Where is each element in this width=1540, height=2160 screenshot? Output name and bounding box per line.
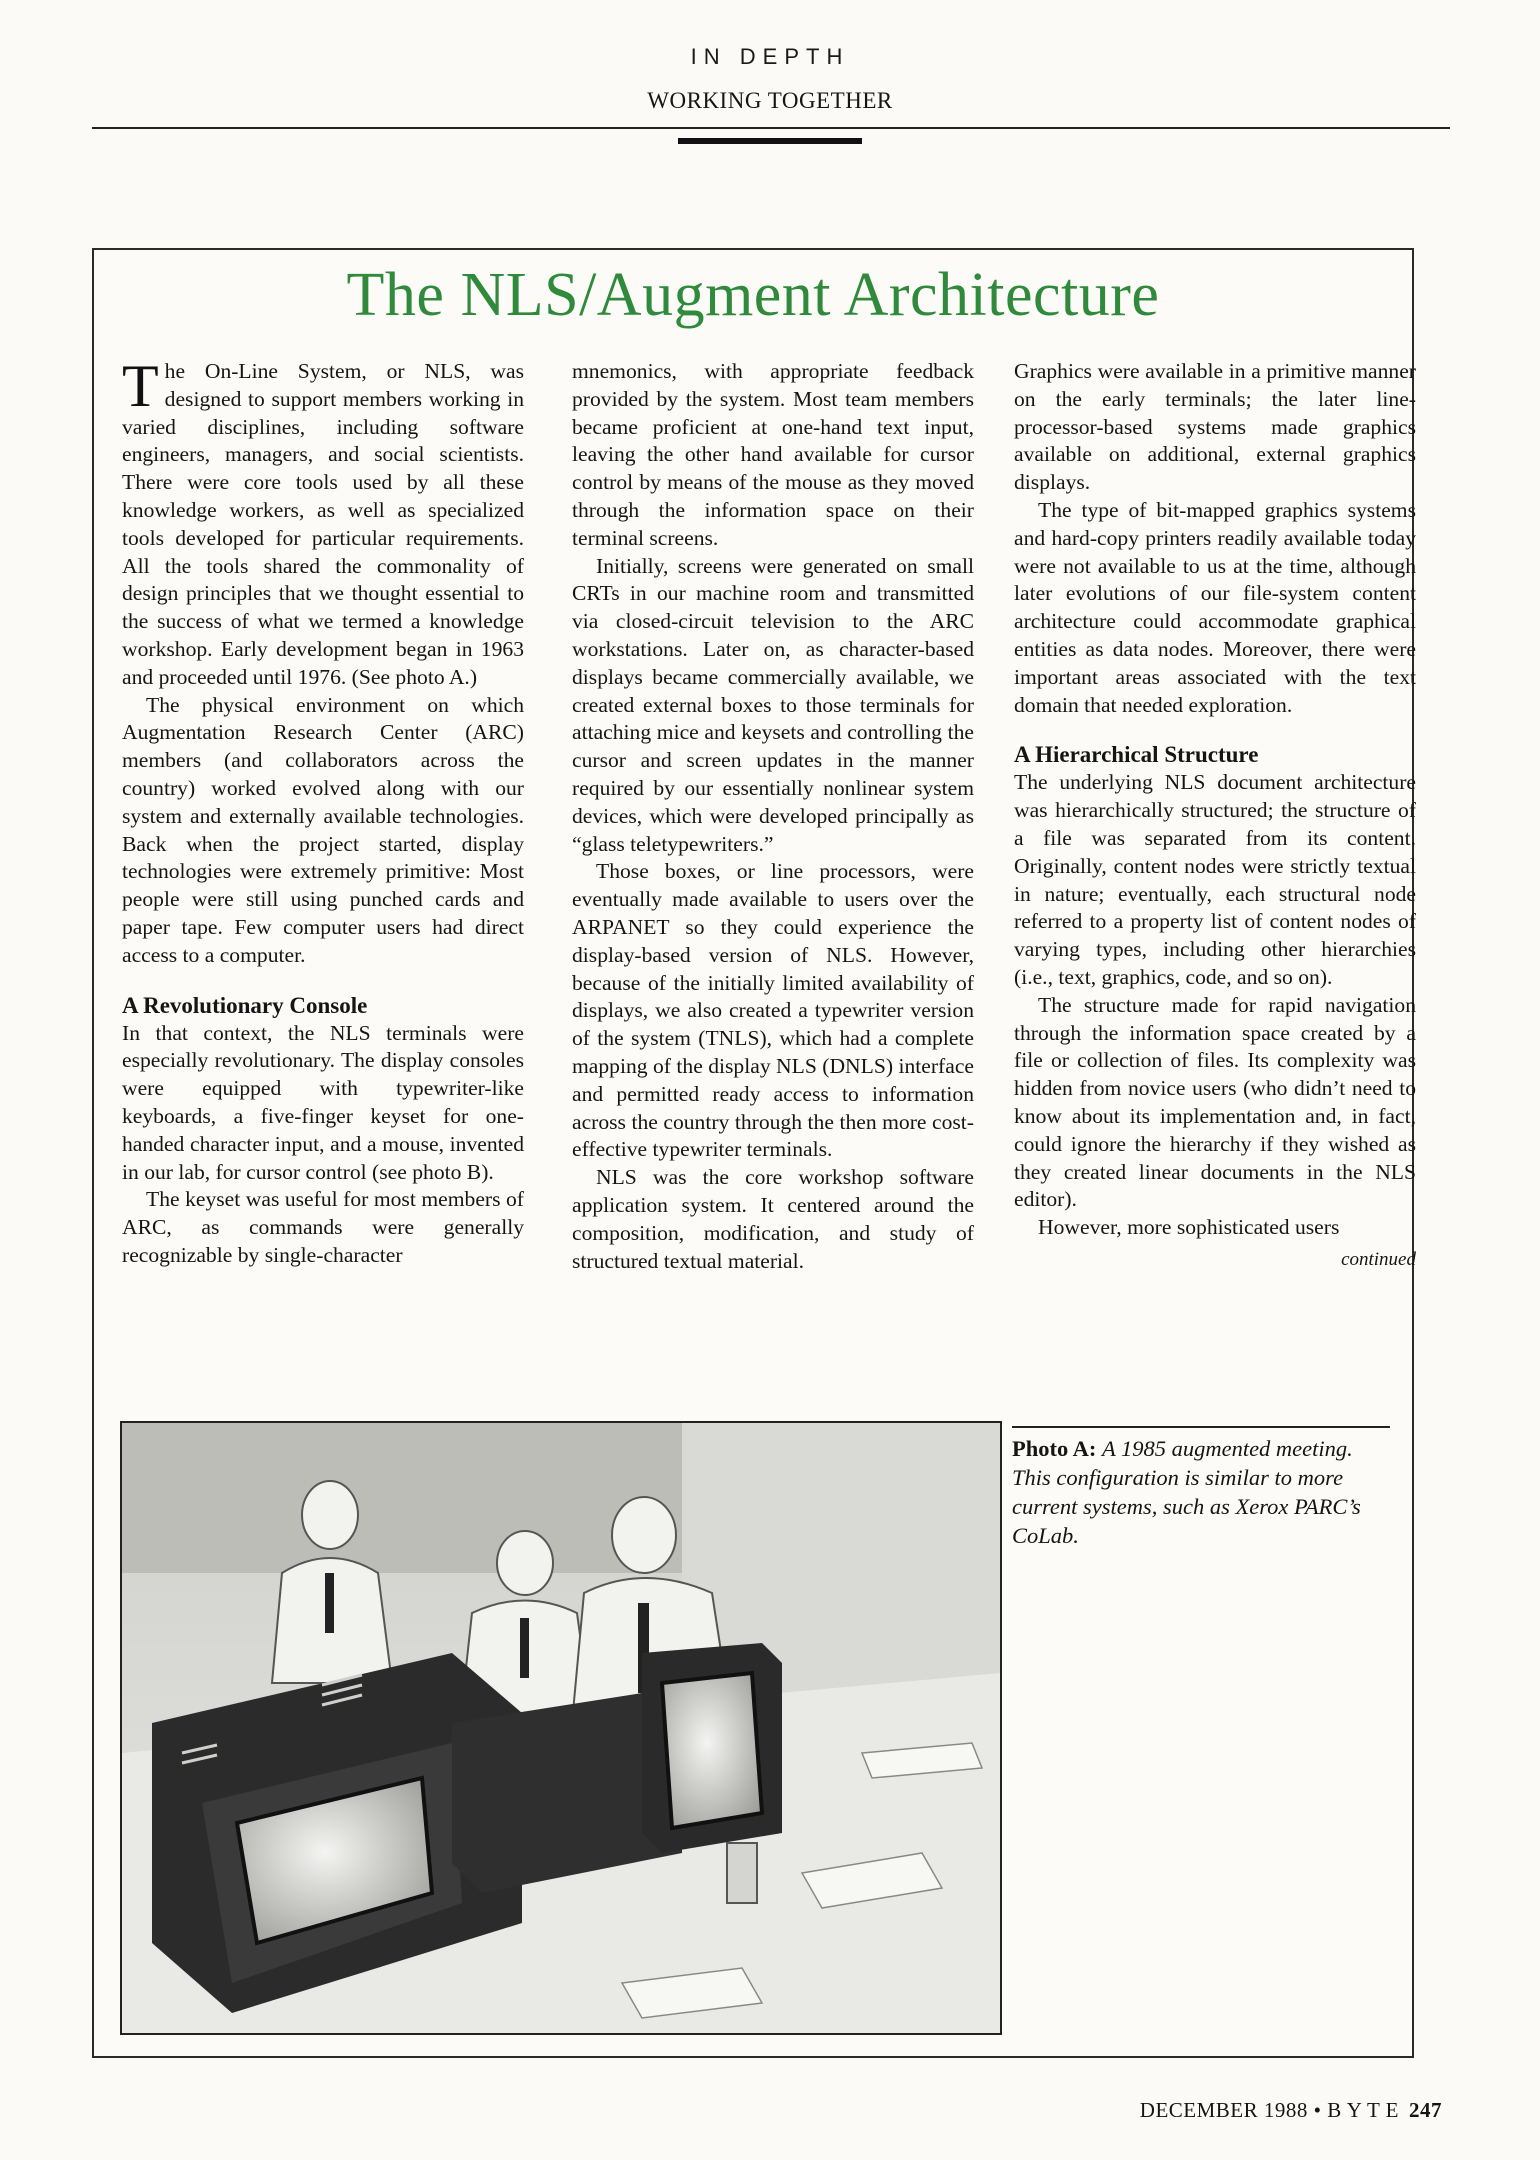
column-2: [572, 358, 974, 1275]
continued-label: continued: [1341, 1248, 1416, 1270]
caption-rule: [1012, 1426, 1390, 1428]
section-title: WORKING TOGETHER: [647, 88, 893, 113]
subheading-revolutionary-console: A Revolutionary Console: [122, 992, 368, 1018]
paragraph: The keyset was useful for most members of ARC, as commands were generally recognizable by single-character: [122, 1187, 524, 1267]
header-accent-bar: [678, 138, 862, 144]
subheading-hierarchical-structure: A Hierarchical Structure: [1014, 742, 1259, 768]
paragraph: Graphics were available in a primitive manner on the early terminals; the later line-processor-based systems made graphics available on additional, external graphics displays.: [1014, 359, 1416, 495]
paragraph: The type of bit-mapped graphics systems and hard-copy printers readily available today were not available to us at the time, although later evolutions of our file-system content architecture could accommodate graphical entities as data nodes. Moreover, there were important areas associated with the text domain that needed exploration.: [1014, 497, 1416, 717]
paragraph-text: he On-Line System, or NLS, was designed to support members working in varied disciplines, including software engineers, managers, and social scientists. There were core tools used by all these knowledge workers, as well as specialized tools developed for particular requirements. All the tools shared the commonality of design principles that we thought essential to the success of what we termed a knowledge workshop. Early development began in 1963 and proceeded until 1976. (See photo A.): [122, 359, 524, 689]
caption-text: A 1985 augmented meeting. This configuration is similar to more current systems, such as Xerox PARC’s CoLab.: [1012, 1436, 1361, 1548]
paragraph: The underlying NLS document architecture was hierarchically structured; the structure of a file was separated from its content. Originally, content nodes were strictly textual in nature; eventually, each structural node referred to a property list of content nodes of varying types, including other hierarchies (i.e., text, graphics, code, and so on).: [1014, 770, 1416, 989]
terminal-right: [642, 1643, 782, 1853]
paragraph: The structure made for rapid navigation through the information space created by a file or collection of files. Its complexity was hidden from novice users (who didn’t need to know about its implementation and, in fact, could ignore the hierarchy if they wished as they created linear documents in the NLS editor).: [1014, 992, 1416, 1212]
paragraph: The physical environment on which Augmentation Research Center (ARC) members (and collaborators across the country) worked evolved along with our system and externally available technologies. Back when the project started, display technologies were extremely primitive: Most people were still using punched cards and paper tape. Few computer users had direct access to a computer.: [122, 692, 524, 967]
article-title: The NLS/Augment Architecture: [346, 261, 1160, 329]
paragraph: Those boxes, or line processors, were eventually made available to users over the ARPANET so they could experience the display-based version of NLS. However, because of the initially limited availability of displays, we also created a typewriter version of the system (TNLS), which had a complete mapping of the display NLS (DNLS) interface and permitted ready access to information across the country through the then more cost-effective typewriter terminals.: [572, 859, 974, 1162]
photo-a: [120, 1421, 1002, 2035]
section-kicker: IN DEPTH: [690, 44, 850, 69]
photo-a-illustration: [122, 1423, 1000, 2033]
page-footer: [0, 2098, 1442, 2123]
drop-cap: T: [122, 353, 159, 419]
header-rule: [92, 127, 1450, 129]
photo-caption: [1012, 1434, 1390, 1550]
paragraph: [122, 353, 524, 692]
paragraph: In that context, the NLS terminals were especially revolutionary. The display consoles were equipped with typewriter-like keyboards, a five-finger keyset for one-handed character input, and a mouse, invented in our lab, for cursor control (see photo B).: [122, 1020, 524, 1184]
issue-date: DECEMBER 1988 • B Y T E: [1139, 2098, 1399, 2122]
paragraph: mnemonics, with appropriate feedback provided by the system. Most team members became proficient at one-hand text input, leaving the other hand available for cursor control by means of the mouse as they moved through the information space on their terminal screens.: [572, 359, 974, 550]
paragraph: Initially, screens were generated on small CRTs in our machine room and transmitted via closed-circuit television to the ARC workstations. Later on, as character-based displays became commercially available, we created external boxes to those terminals for attaching mice and keysets and controlling the cursor and screen updates in the manner required by our essentially nonlinear system devices, which were developed principally as “glass teletypewriters.”: [572, 553, 974, 856]
page-number: 247: [1409, 2098, 1442, 2122]
sidebar-box: [92, 248, 1414, 2058]
paragraph: However, more sophisticated users: [1038, 1215, 1340, 1240]
caption-label: Photo A:: [1012, 1436, 1097, 1461]
paragraph: NLS was the core workshop software application system. It centered around the composition, modification, and study of structured textual material.: [572, 1165, 974, 1273]
column-1: [122, 353, 524, 1270]
column-3: [1014, 358, 1416, 1274]
